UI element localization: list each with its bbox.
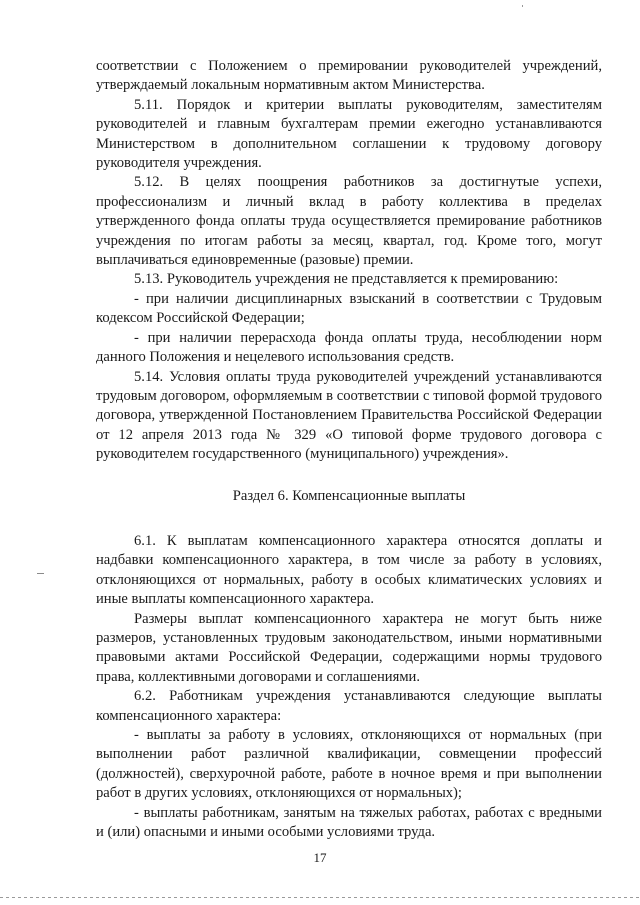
paragraph-6-2: 6.2. Работникам учреждения устанавливаются следующие выплаты компенсационного характера:	[96, 688, 602, 724]
page-number: 17	[313, 850, 327, 865]
scan-margin-mark	[37, 573, 44, 574]
paragraph-5-13: 5.13. Руководитель учреждения не представляется к премированию:	[134, 271, 559, 288]
paragraph-5-12: 5.12. В целях поощрения работников за достигнутые успехи, профессионализм и личный вклад в работу коллектива в пределах утвержденного фонда оплаты труда осуществляется премирование работников учреждения по итогам работы за месяц, квартал, год. Кроме того, могут выплачиваться единовременные (разовые) премии.	[96, 174, 602, 269]
scan-bottom-edge	[0, 897, 640, 898]
paragraph-continuation: соответствии с Положением о премировании руководителей учреждений, утверждаемый локальным нормативным актом Министерства.	[96, 58, 602, 94]
list-item-disciplinary: - при наличии дисциплинарных взысканий в соответствии с Трудовым кодексом Российской Федерации;	[96, 290, 602, 327]
paragraph-5-11: 5.11. Порядок и критерии выплаты руководителям, заместителям руководителей и главным бухгалтерам премии ежегодно устанавливаются Министерством в дополнительном соглашении к трудовому договору руководителя учреждения.	[96, 96, 602, 172]
section-6-heading: Раздел 6. Компенсационные выплаты	[232, 487, 466, 504]
paragraph-payment-sizes: Размеры выплат компенсационного характера не могут быть ниже размеров, установленных трудовым законодательством, иными нормативными правовыми актами Российской Федерации, содержащими нормы трудового права, коллективными договорами и соглашениями.	[96, 610, 602, 685]
list-item-abnormal-conditions: - выплаты за работу в условиях, отклоняющихся от нормальных (при выполнении работ различной квалификации, совмещении профессий (должностей), сверхурочной работе, работе в ночное время и при выполнении работ в других условиях, отклоняющихся от нормальных);	[96, 727, 602, 802]
paragraph-5-14: 5.14. Условия оплаты труда руководителей учреждений устанавливаются трудовым договором, оформляемым в соответствии с типовой формой трудового договора, утвержденной Постановлением Правительства Российской Федерации от 12 апреля 2013 года № 329 «О типовой форме трудового договора с руководителем государственного (муниципального) учреждения».	[96, 368, 602, 463]
document-page-body	[96, 57, 602, 842]
list-item-overspending: - при наличии перерасхода фонда оплаты труда, несоблюдении норм данного Положения и нецелевого использования средств.	[96, 329, 602, 366]
scan-speck	[522, 5, 523, 7]
paragraph-6-1: 6.1. К выплатам компенсационного характера относятся доплаты и надбавки компенсационного характера, в том числе за работу в условиях, отклоняющихся от нормальных, работу в особых климатических условиях и иные выплаты компенсационного характера.	[96, 532, 602, 608]
list-item-hazardous-work: - выплаты работникам, занятым на тяжелых работах, работах с вредными и (или) опасными и иными особыми условиями труда.	[96, 804, 602, 841]
